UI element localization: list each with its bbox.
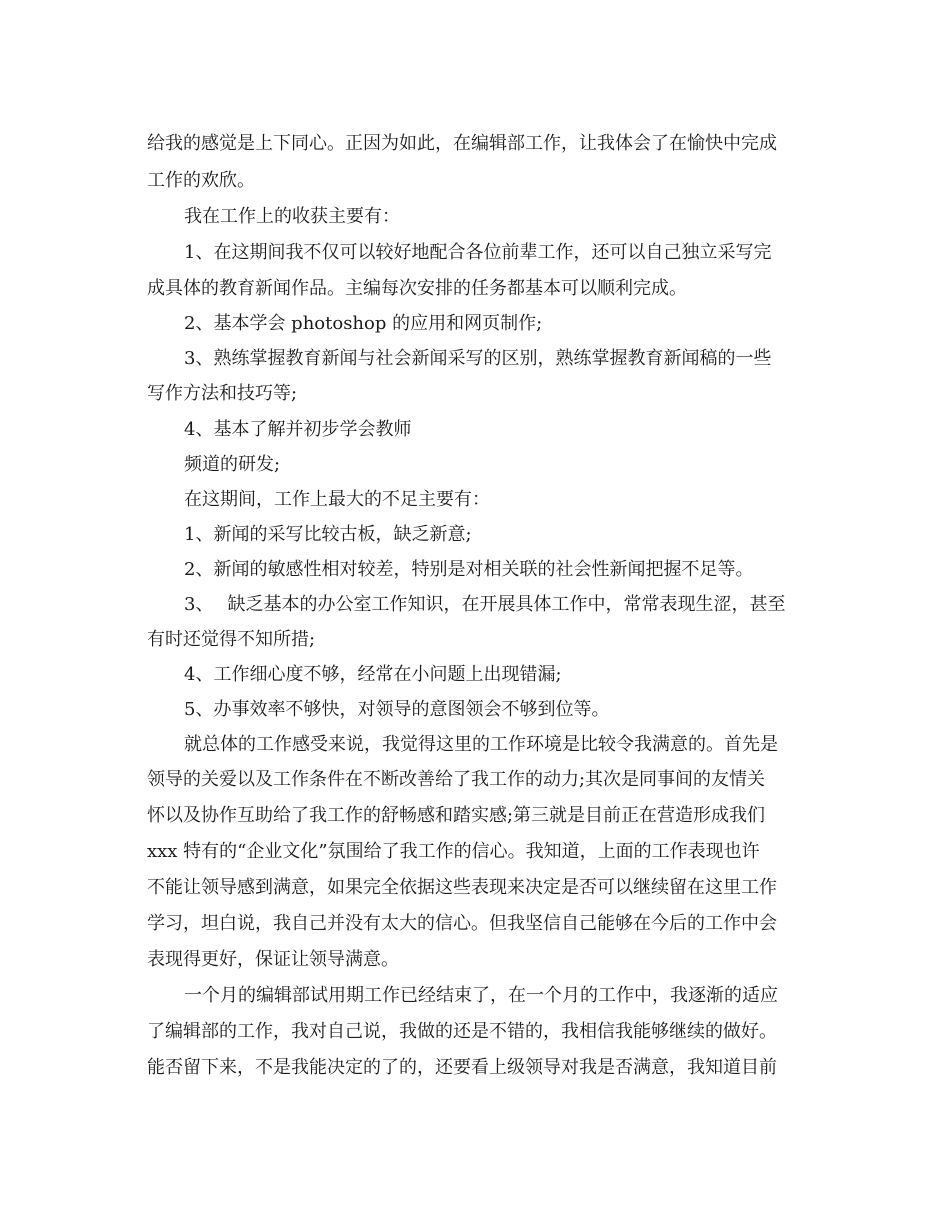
text-line: 能否留下来，不是我能决定的了的，还要看上级领导对我是否满意，我知道目前 [147, 1057, 777, 1078]
text-line: 了编辑部的工作，我对自己说，我做的还是不错的，我相信我能够继续的做好。 [147, 1021, 777, 1042]
text-line: 领导的关爱以及工作条件在不断改善给了我工作的动力;其次是同事间的友情关 [147, 769, 766, 790]
text-line: 一个月的编辑部试用期工作已经结束了，在一个月的工作中，我逐渐的适应 [184, 985, 778, 1006]
text-line: 1、新闻的采写比较古板，缺乏新意; [184, 524, 472, 545]
text-line: 3、熟练掌握教育新闻与社会新闻采写的区别，熟练掌握教育新闻稿的一些 [184, 348, 772, 369]
text-line: 表现得更好，保证让领导满意。 [147, 949, 399, 970]
text-line: 成具体的教育新闻作品。主编每次安排的任务都基本可以顺利完成。 [147, 278, 687, 299]
text-line: 频道的研发; [184, 454, 281, 475]
text-line: 就总体的工作感受来说，我觉得这里的工作环境是比较令我满意的。首先是 [184, 734, 778, 755]
text-line: 给我的感觉是上下同心。正因为如此，在编辑部工作，让我体会了在愉快中完成 [147, 133, 777, 154]
text-line: 5、办事效率不够快，对领导的意图领会不够到位等。 [184, 699, 610, 720]
list-number: 3、 [184, 594, 214, 615]
text-line: xxx 特有的“企业文化”氛围给了我工作的信心。我知道，上面的工作表现也许 [147, 841, 760, 862]
list-text: 缺乏基本的办公室工作知识，在开展具体工作中，常常表现生涩，甚至 [227, 594, 786, 615]
text-line: 学习，坦白说，我自己并没有太大的信心。但我坚信自己能够在今后的工作中会 [147, 913, 777, 934]
text-line: 4、基本了解并初步学会教师 [184, 419, 412, 440]
text-line: 2、新闻的敏感性相对较差，特别是对相关联的社会性新闻把握不足等。 [184, 559, 754, 580]
text-line: 怀以及协作互助给了我工作的舒畅感和踏实感;第三就是目前正在营造形成我们 [147, 805, 766, 826]
text-line: 4、工作细心度不够，经常在小问题上出现错漏; [184, 664, 562, 685]
text-line: 不能让领导感到满意，如果完全依据这些表现来决定是否可以继续留在这里工作 [147, 877, 777, 898]
text-line: 1、在这期间我不仅可以较好地配合各位前辈工作，还可以自己独立采写完 [184, 242, 772, 263]
text-line [184, 594, 785, 616]
text-line: 在这期间，工作上最大的不足主要有： [184, 489, 490, 510]
text-line: 工作的欢欣。 [147, 170, 255, 191]
text-line: 写作方法和技巧等; [147, 383, 298, 404]
text-line: 有时还觉得不知所措; [147, 629, 316, 650]
text-line: 2、基本学会 photoshop 的应用和网页制作; [184, 313, 543, 334]
text-line: 我在工作上的收获主要有： [184, 206, 400, 227]
